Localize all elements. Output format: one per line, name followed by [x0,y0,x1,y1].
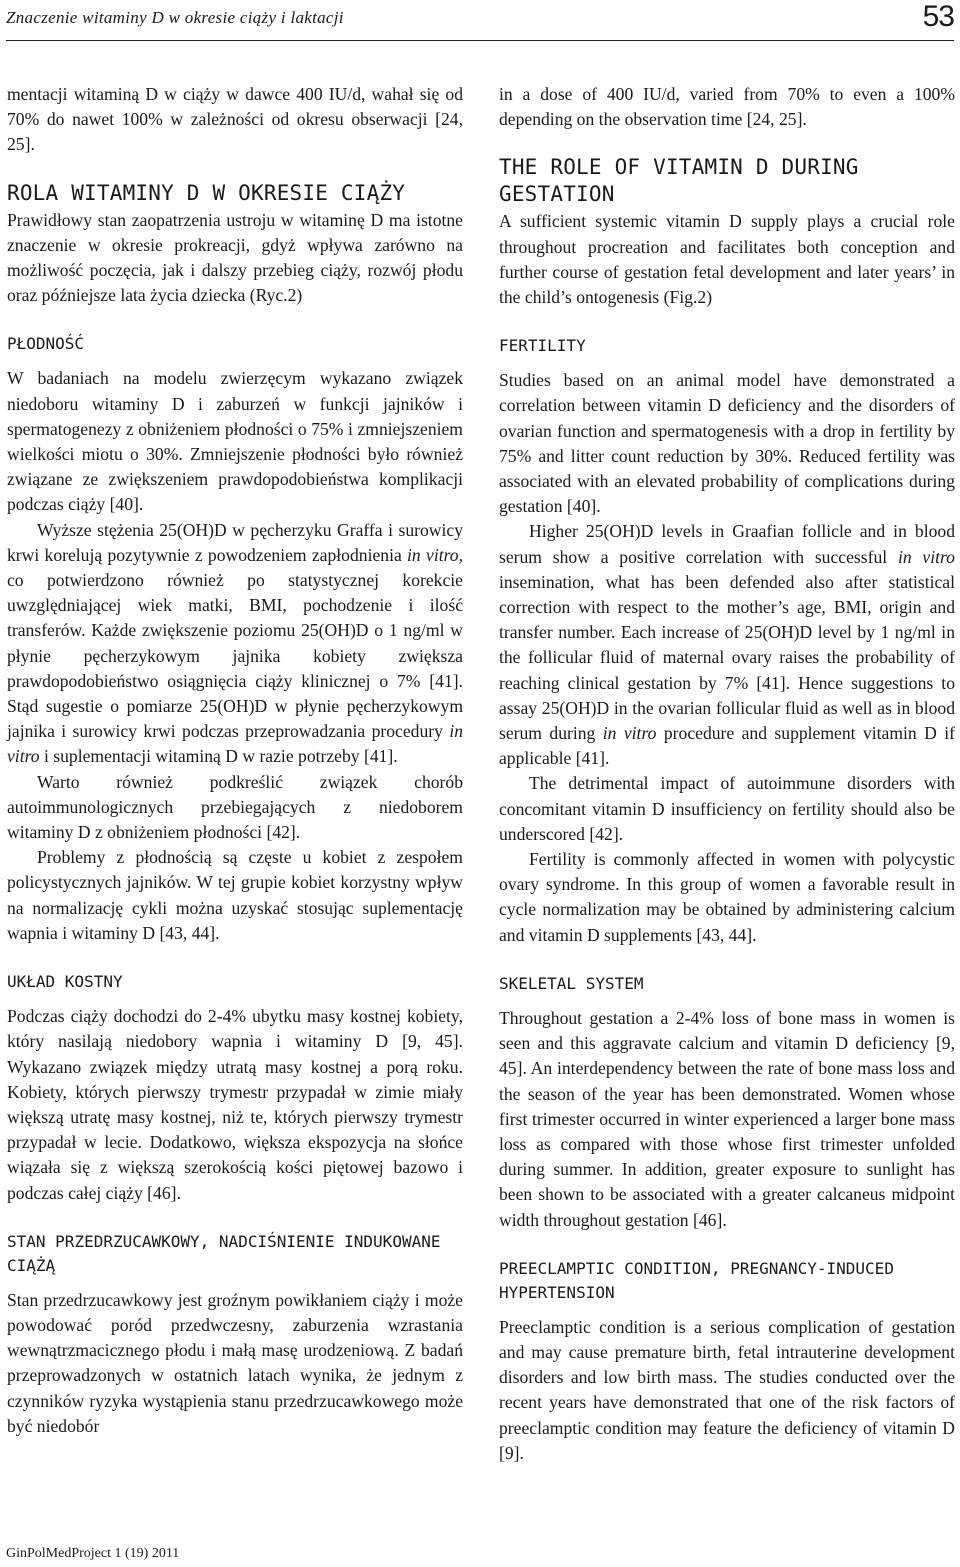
text-run: insemination, what has been defended also after statistical correction with respect to the mother’s age, BMI, origin and transfer number. Each increase of 25(OH)D level by 1 ng/ml in the follicular fluid of maternal ovary raises the probability of reaching clinical gestation by 7% [41]. Hence suggestions to assay 25(OH)D in the ovarian follicular fluid as well as in blood serum during [499,571,955,744]
paragraph: The detrimental impact of autoimmune disorders with concomitant vitamin D insufficiency on fertility should also be underscored [42]. [499,773,955,844]
english-column [499,82,955,1466]
subsection-heading: FERTILITY [499,336,586,356]
paragraph: W badaniach na modelu zwierzęcym wykazano związek niedoboru witaminy D i zaburzeń w funkcji jajników i spermatogenezy z obniżeniem płodności o 75% i zmniejszeniem wielkości miotu o 30%. Zmniejszenie płodności było również związane ze zwiększeniem prawdopodobieństwa komplikacji podczas ciąży [40]. [7,368,463,515]
polish-column [7,82,463,1439]
page-number: 53 [922,0,954,33]
subsection-heading: STAN PRZEDRZUCAWKOWY, NADCIŚNIENIE INDUKOWANE CIĄŻĄ [7,1231,441,1275]
paragraph: Studies based on an animal model have demonstrated a correlation between vitamin D deficiency and the disorders of ovarian function and spermatogenesis with a drop in fertility by 75% and litter count reduction by 30%. Reduced fertility was associated with an elevated probability of complications during gestation [40]. [499,370,955,517]
text-run: i suplementacji witaminą D w razie potrzeby [41]. [39,746,398,767]
text-run: Wyższe stężenia 25(OH)D w pęcherzyku Graffa i surowicy krwi korelują pozytywnie z powodzeniem zapłodnienia [7,519,463,565]
paragraph: Prawidłowy stan zaopatrzenia ustroju w witaminę D ma istotne znaczenie w okresie prokreacji, gdyż wpływa zarówno na możliwość poczęcia, jak i dalszy przebieg ciąży, rozwój płodu oraz późniejsze lata życia dziecka (Ryc.2) [7,209,463,306]
paragraph: mentacji witaminą D w ciąży w dawce 400 IU/d, wahał się od 70% do nawet 100% w zależności od okresu obserwacji [24, 25]. [7,84,463,155]
paragraph: Warto również podkreślić związek chorób autoimmunologicznych przebiegających z niedoborem witaminy D z obniżeniem płodności [42]. [7,771,463,843]
italic-term: in vitro, [407,544,463,565]
running-title: Znaczenie witaminy D w okresie ciąży i laktacji [6,8,344,27]
text-run: procedure and supplement vitamin D if applicable [41]. [499,723,955,769]
header-rule [6,40,954,41]
paragraph: in a dose of 400 IU/d, varied from 70% to even a 100% depending on the observation time [24, 25]. [499,84,955,130]
section-heading: THE ROLE OF VITAMIN D DURING GESTATION [499,155,859,207]
subsection-heading: PREECLAMPTIC CONDITION, PREGNANCY-INDUCED HYPERTENSION [499,1258,894,1302]
subsection-heading: UKŁAD KOSTNY [7,972,123,992]
italic-term: in vitro [7,721,463,767]
footer-journal: GinPolMedProject 1 (19) 2011 [6,1546,180,1561]
paragraph: Problemy z płodnością są częste u kobiet z zespołem policystycznych jajników. W tej grupie kobiet korzystny wpływ na normalizację cykli można uzyskać stosując suplementację wapnia i witaminy D [43, 44]. [7,847,463,943]
paragraph [499,519,955,771]
text-run: Higher 25(OH)D levels in Graafian follicle and in blood serum show a positive correlation with successful [499,521,955,567]
paragraph [7,518,463,770]
paragraph: Fertility is commonly affected in women with polycystic ovary syndrome. In this group of women a favorable result in cycle normalization may be obtained by administering calcium and vitamin D supplements [43, 44]. [499,849,955,945]
subsection-heading: PŁODNOŚĆ [7,334,85,354]
text-run: co potwierdzono również po statystycznej korekcie uwzględniającej wiek matki, BMI, pochodzenie i ilość transferów. Każde zwiększenie poziomu 25(OH)D o 1 ng/ml w płynie pęcherzykowym jajnika kobiety zwiększa prawdopodobieństwo osiągnięcia ciąży klinicznej o 7% [41]. Stąd sugestie o pomiarze 25(OH)D w płynie pęcherzykowym jajnika i surowicy krwi podczas przeprowadzania procedury [7,570,463,742]
subsection-heading: SKELETAL SYSTEM [499,973,644,993]
paragraph: Podczas ciąży dochodzi do 2-4% ubytku masy kostnej kobiety, który nasilają niedobory wapnia i witaminy D [9, 45]. Wykazano związek między utratą masy kostnej a porą roku. Kobiety, których pierwszy trymestr przypadał w zimie miały większą utratę masy kostnej, niż te, których pierwszy trymestr przypadał w lecie. Dodatkowo, większa ekspozycja na słońce wiązała się z większą szerokością kości piętowej bazowo i podczas całej ciąży [46]. [7,1006,463,1203]
paragraph: Stan przedrzucawkowy jest groźnym powikłaniem ciąży i może powodować poród przedwczesny, zaburzenia wzrastania wewnątrzmacicznego płodu i małą masę urodzeniową. Z badań przeprowadzonych w ostatnich latach wynika, że jednym z czynników ryzyka wystąpienia stanu przedrzucawkowego może być niedobór [7,1289,463,1436]
paragraph: Preeclamptic condition is a serious complication of gestation and may cause premature birth, fetal intrauterine development disorders and low birth mass. The studies conducted over the recent years have demonstrated that one of the risk factors of preeclamptic condition may feature the deficiency of vitamin D [9]. [499,1316,955,1463]
section-heading: ROLA WITAMINY D W OKRESIE CIĄŻY [7,180,406,205]
paragraph: A sufficient systemic vitamin D supply plays a crucial role throughout procreation and facilitates both conception and further course of gestation fetal development and later years’ in the child’s ontogenesis (Fig.2) [499,211,955,308]
page-header [6,0,954,42]
paragraph: Throughout gestation a 2-4% loss of bone mass in women is seen and this aggravate calcium and vitamin D deficiency [9, 45]. An interdependency between the rate of bone mass loss and the season of the year has been demonstrated. Women whose first trimester occurred in winter experienced a larger bone mass loss as compared with those whose first trimester unfolded during summer. In addition, greater exposure to sunlight has been shown to be associated with a greater calcaneus midpoint width throughout gestation [46]. [499,1007,955,1230]
italic-term: in vitro [897,546,955,567]
italic-term: in vitro [602,723,657,744]
